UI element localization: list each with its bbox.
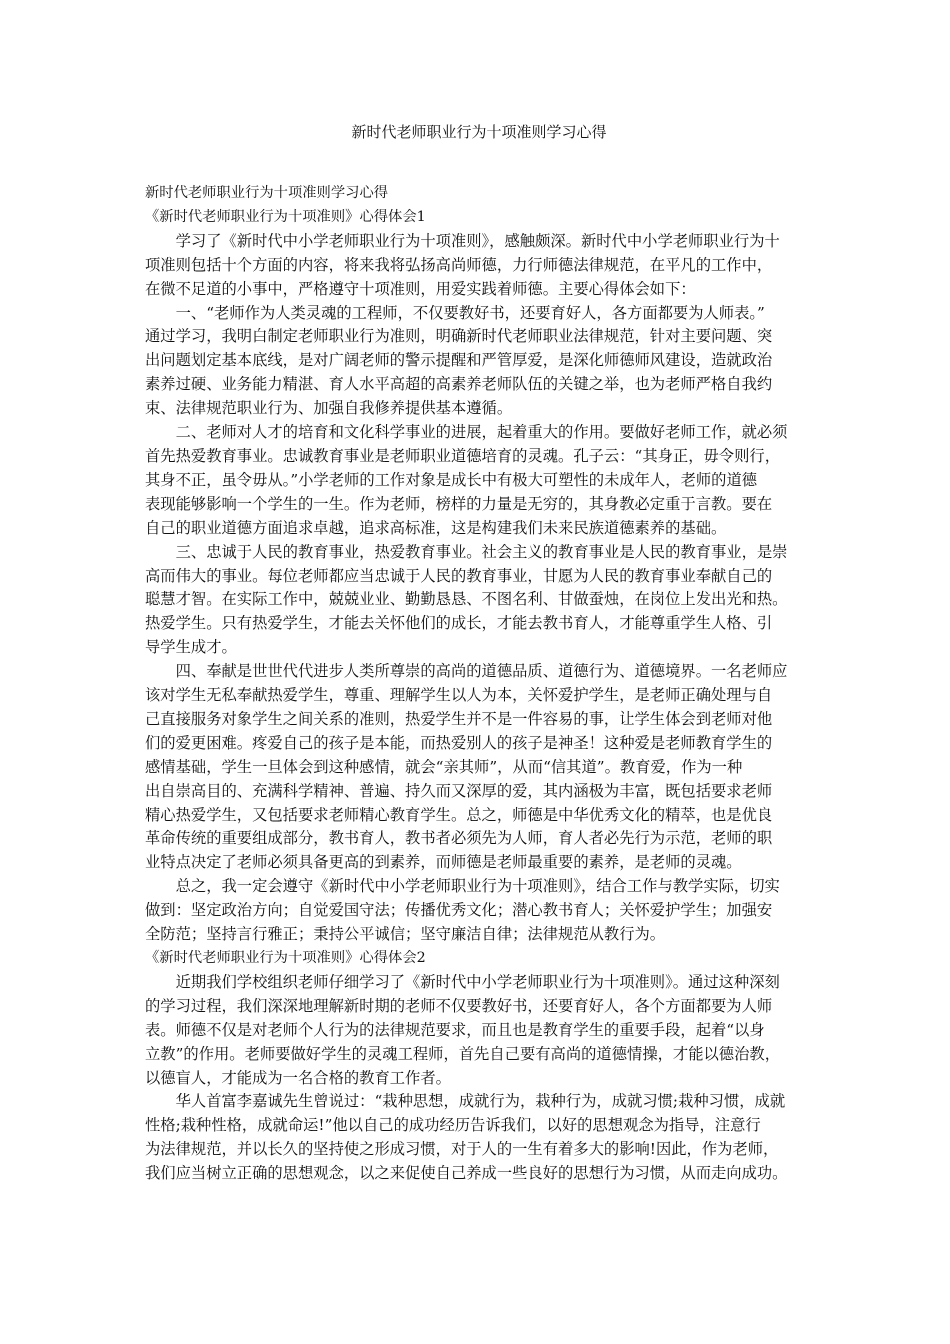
paragraph-line: 出问题划定基本底线，是对广阔老师的警示提醒和严管厚爱，是深化师德师风建设，造就政治 bbox=[145, 351, 773, 370]
paragraph-line: 的学习过程，我们深深地理解新时期的老师不仅要教好书，还要育好人，各个方面都要为人师 bbox=[145, 996, 773, 1015]
paragraph-line: 表。师德不仅是对老师个人行为的法律规范要求，而且也是教育学生的重要手段，起着“以身 bbox=[145, 1020, 765, 1039]
paragraph-line: 近期我们学校组织老师仔细学习了《新时代中小学老师职业行为十项准则》。通过这种深刻 bbox=[175, 972, 780, 991]
paragraph-line: 总之，我一定会遵守《新时代中小学老师职业行为十项准则》，结合工作与教学实际，切实 bbox=[175, 877, 780, 896]
paragraph-line: 导学生成才。 bbox=[145, 638, 237, 657]
paragraph-line: 立教”的作用。老师要做好学生的灵魂工程师，首先自己要有高尚的道德情操，才能以德治教， bbox=[145, 1044, 780, 1063]
paragraph-line: 革命传统的重要组成部分，教书育人，教书者必须先为人师，育人者必先行为示范，老师的职 bbox=[145, 829, 773, 848]
section-heading: 新时代老师职业行为十项准则学习心得 bbox=[145, 185, 389, 201]
paragraph-line: 自己的职业道德方面追求卓越，追求高标准，这是构建我们未来民族道德素养的基础。 bbox=[145, 518, 727, 537]
paragraph-line: 感情基础，学生一旦体会到这种感情，就会“亲其师”，从而“信其道”。教育爱，作为一种 bbox=[145, 757, 743, 776]
paragraph-line: 素养过硬、业务能力精湛、育人水平高超的高素养老师队伍的关键之举，也为老师严格自我约 bbox=[145, 375, 773, 394]
paragraph-line: 出自崇高目的、充满科学精神、普遍、持久而又深厚的爱，其内涵极为丰富，既包括要求老师 bbox=[145, 781, 773, 800]
paragraph-line: 做到：坚定政治方向；自觉爱国守法；传播优秀文化；潜心教书育人；关怀爱护学生；加强安 bbox=[145, 901, 773, 920]
paragraph-line: 热爱学生。只有热爱学生，才能去关怀他们的成长，才能去教书育人，才能尊重学生人格、引 bbox=[145, 614, 773, 633]
paragraph-line: 业特点决定了老师必须具备更高的到素养，而师德是老师最重要的素养，是老师的灵魂。 bbox=[145, 853, 742, 872]
paragraph-line: 四、奉献是世世代代进步人类所尊崇的高尚的道德品质、道德行为、道德境界。一名老师应 bbox=[175, 662, 788, 681]
paragraph-line: 们的爱更困难。疼爱自己的孩子是本能，而热爱别人的孩子是神圣！这种爱是老师教育学生的 bbox=[145, 733, 773, 752]
paragraph-line: 束、法律规范职业行为、加强自我修养提供基本遵循。 bbox=[145, 399, 513, 418]
paragraph-line: 高而伟大的事业。每位老师都应当忠诚于人民的教育事业，甘愿为人民的教育事业奉献自己的 bbox=[145, 566, 773, 585]
paragraph-line: 华人首富李嘉诚先生曾说过：“栽种思想，成就行为，栽种行为，成就习惯;栽种习惯，成就 bbox=[175, 1092, 786, 1111]
paragraph-line: 我们应当树立正确的思想观念，以之来促使自己养成一些良好的思想行为习惯，从而走向成功。 bbox=[145, 1164, 788, 1183]
document-body bbox=[145, 182, 813, 1186]
paragraph-line: 以德盲人，才能成为一名合格的教育工作者。 bbox=[145, 1068, 451, 1087]
paragraph-line: 学习了《新时代中小学老师职业行为十项准则》，感触颇深。新时代中小学老师职业行为十 bbox=[175, 231, 780, 250]
paragraph-line: 聪慧才智。在实际工作中，兢兢业业、勤勤恳恳、不图名利、甘做蚕烛，在岗位上发出光和热。 bbox=[145, 590, 788, 609]
paragraph-line: 在微不足道的小事中，严格遵守十项准则，用爱实践着师德。主要心得体会如下： bbox=[145, 279, 696, 298]
paragraph-line: 该对学生无私奉献热爱学生，尊重、理解学生以人为本，关怀爱护学生，是老师正确处理与自 bbox=[145, 686, 773, 705]
paragraph-line: 全防范；坚持言行雅正；秉持公平诚信；坚守廉洁自律；法律规范从教行为。 bbox=[145, 925, 666, 944]
paragraph-line: 通过学习，我明白制定老师职业行为准则，明确新时代老师职业法律规范，针对主要问题、突 bbox=[145, 327, 773, 346]
document-page bbox=[145, 120, 813, 1186]
paragraph-line: 己直接服务对象学生之间关系的准则，热爱学生并不是一件容易的事，让学生体会到老师对他 bbox=[145, 709, 773, 728]
document-title: 新时代老师职业行为十项准则学习心得 bbox=[351, 123, 607, 141]
paragraph-line: 为法律规范，并以长久的坚持使之形成习惯，对于人的一生有着多大的影响!因此，作为老师， bbox=[145, 1140, 779, 1159]
section-heading: 《新时代老师职业行为十项准则》心得体会1 bbox=[145, 208, 426, 225]
paragraph-line: 三、忠诚于人民的教育事业，热爱教育事业。社会主义的教育事业是人民的教育事业，是崇 bbox=[175, 542, 788, 561]
section-heading: 《新时代老师职业行为十项准则》心得体会2 bbox=[145, 950, 426, 966]
paragraph-line: 首先热爱教育事业。忠诚教育事业是老师职业道德培育的灵魂。孔子云：“其身正，毋令则行， bbox=[145, 446, 780, 465]
paragraph-line: 表现能够影响一个学生的一生。作为老师，榜样的力量是无穷的，其身教必定重于言教。要在 bbox=[145, 494, 773, 513]
paragraph-line: 项准则包括十个方面的内容，将来我将弘扬高尚师德，力行师德法律规范，在平凡的工作中， bbox=[145, 255, 773, 274]
paragraph-line: 性格;栽种性格，成就命运!”他以自己的成功经历告诉我们，以好的思想观念为指导，注意行 bbox=[145, 1116, 761, 1135]
paragraph-line: 二、老师对人才的培育和文化科学事业的进展，起着重大的作用。要做好老师工作，就必须 bbox=[175, 423, 788, 442]
paragraph-line: 精心热爱学生，又包括要求老师精心教育学生。总之，师德是中华优秀文化的精萃，也是优良 bbox=[145, 805, 773, 824]
paragraph-line: 其身不正，虽令毋从。”小学老师的工作对象是成长中有极大可塑性的未成年人，老师的道德 bbox=[145, 470, 758, 489]
paragraph-line: 一、“老师作为人类灵魂的工程师，不仅要教好书，还要育好人，各方面都要为人师表。” bbox=[175, 303, 765, 322]
